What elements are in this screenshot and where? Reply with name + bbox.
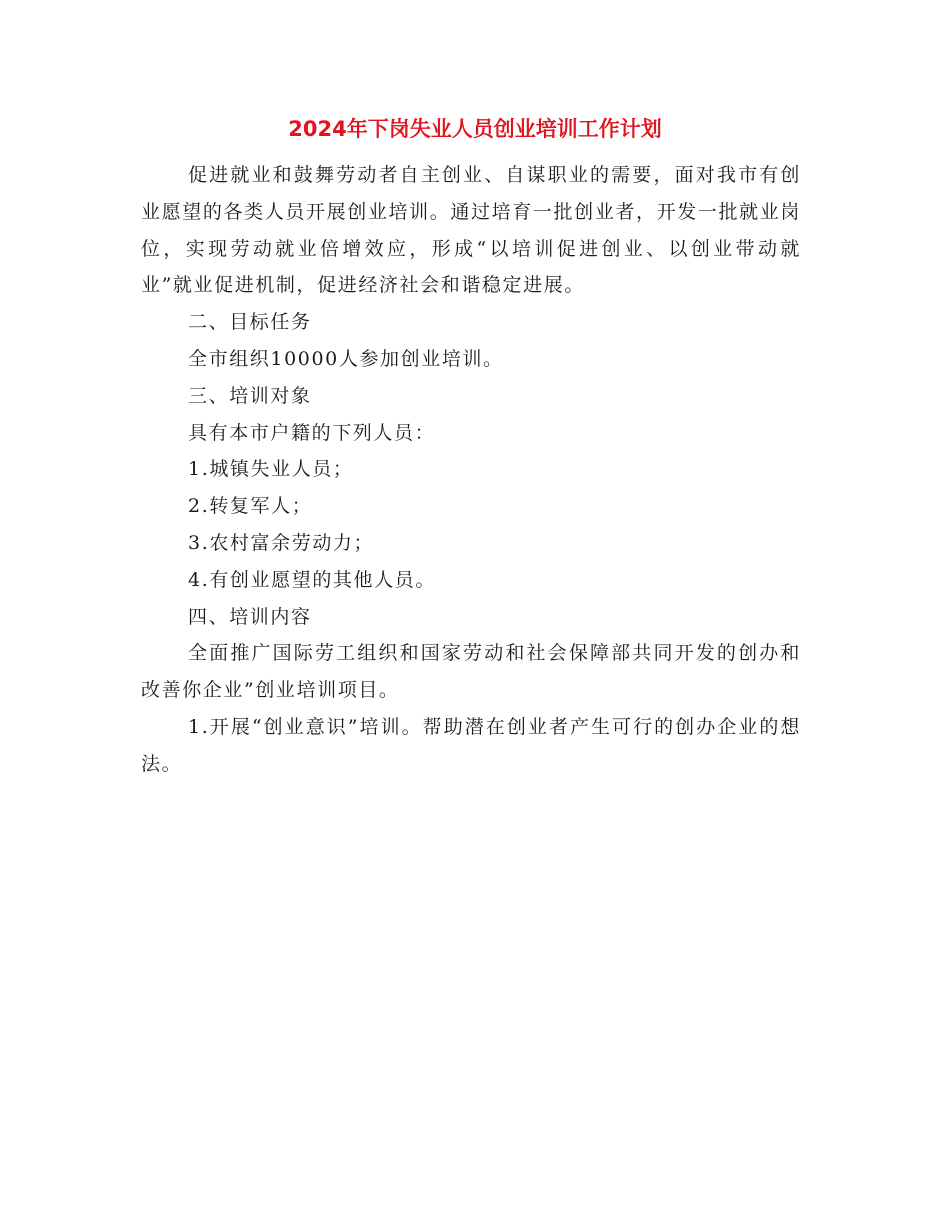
section-heading-content: 四、培训内容 xyxy=(188,605,312,628)
section-heading-goals: 二、目标任务 xyxy=(188,311,312,334)
trainee-list-item: 4.有创业愿望的其他人员。 xyxy=(188,568,436,591)
document-body xyxy=(141,157,801,783)
document-title: 2024年下岗失业人员创业培训工作计划 xyxy=(288,117,662,141)
trainee-list-item: 3.农村富余劳动力； xyxy=(188,531,375,554)
goals-paragraph: 全市组织10000人参加创业培训。 xyxy=(188,347,504,370)
section-heading-trainees: 三、培训对象 xyxy=(188,384,312,407)
intro-paragraph: 促进就业和鼓舞劳动者自主创业、自谋职业的需要，面对我市有创业愿望的各类人员开展创业培训。通过培育一批创业者，开发一批就业岗位，实现劳动就业倍增效应，形成“以培训促进创业、以创业带动就业”就业促进机制，促进经济社会和谐稳定进展。 xyxy=(141,164,801,297)
trainee-list-item: 1.城镇失业人员； xyxy=(188,458,354,481)
content-list-item: 1.开展“创业意识”培训。帮助潜在创业者产生可行的创办企业的想法。 xyxy=(141,715,801,775)
content-paragraph: 全面推广国际劳工组织和国家劳动和社会保障部共同开发的创办和改善你企业”创业培训项目。 xyxy=(141,642,801,702)
trainees-intro: 具有本市户籍的下列人员： xyxy=(188,421,436,444)
trainee-list-item: 2.转复军人； xyxy=(188,495,313,518)
